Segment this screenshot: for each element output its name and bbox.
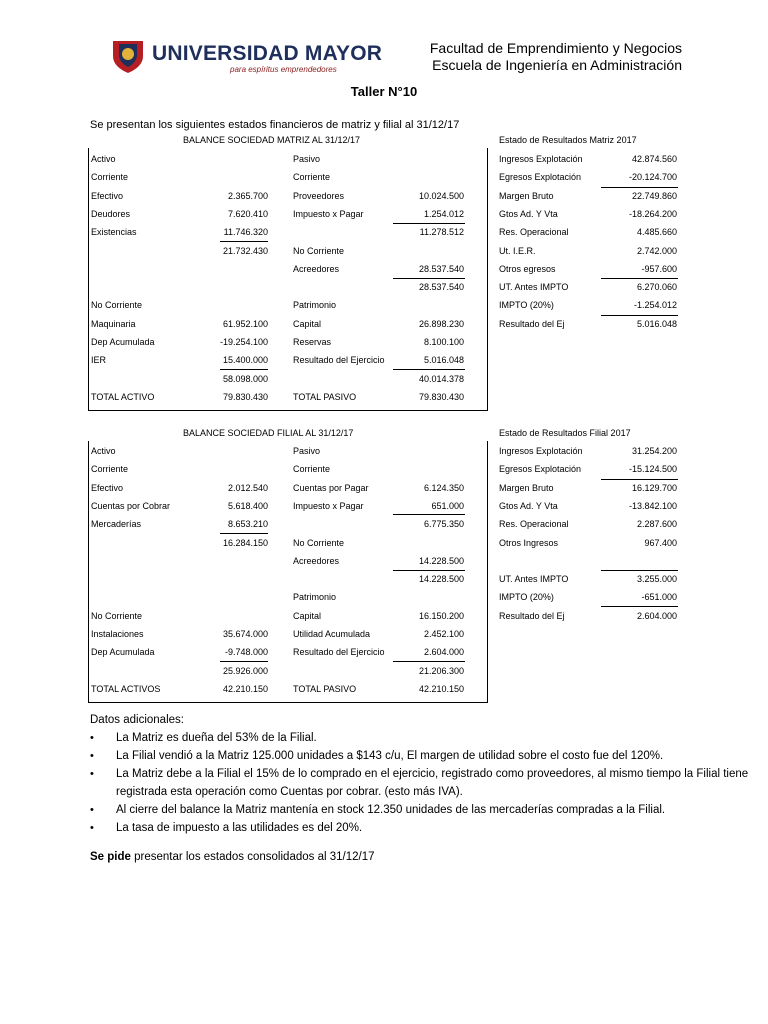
table-cell-value: 28.537.540 xyxy=(418,282,464,293)
table-cell-label: Efectivo xyxy=(91,482,124,493)
table-cell-value: 21.732.430 xyxy=(222,245,268,256)
table-cell-label: Ingresos Explotación xyxy=(499,154,583,164)
table-cell-value: 2.604.000 xyxy=(423,647,464,658)
table-cell-label: Margen Bruto xyxy=(499,482,554,493)
additional-data-list xyxy=(90,729,768,837)
table-cell-label: TOTAL PASIVO xyxy=(293,683,357,694)
matriz-balance-title: BALANCE SOCIEDAD MATRIZ AL 31/12/17 xyxy=(183,135,361,145)
table-cell-label: Efectivo xyxy=(91,190,124,201)
rule-line xyxy=(601,570,678,571)
table-cell-value: 61.952.100 xyxy=(222,318,268,329)
table-cell-value: 2.365.700 xyxy=(227,190,268,201)
intro-text: Se presentan los siguientes estados financieros de matriz y filial al 31/12/17 xyxy=(90,119,460,131)
table-cell-label: TOTAL PASIVO xyxy=(293,391,357,402)
rule-line xyxy=(393,278,465,279)
table-cell-value: -20.124.700 xyxy=(628,172,677,183)
list-item: • La Matriz es dueña del 53% de la Filial. xyxy=(90,729,768,747)
table-cell-value: 5.016.048 xyxy=(423,355,464,366)
rule-line xyxy=(220,241,268,242)
table-cell-label: Patrimonio xyxy=(293,300,337,311)
brand-name: UNIVERSIDAD MAYOR xyxy=(152,42,383,65)
table-cell-value: -651.000 xyxy=(641,592,677,603)
task-statement xyxy=(90,851,374,863)
faculty-name: Facultad de Emprendimiento y Negocios xyxy=(429,40,682,56)
additional-data xyxy=(90,711,768,837)
table-cell-value: 40.014.378 xyxy=(418,373,464,384)
table-cell-label: Dep Acumulada xyxy=(91,647,155,658)
table-cell-value: 16.150.200 xyxy=(418,610,464,621)
table-cell-value: 16.284.150 xyxy=(222,537,268,548)
table-cell-value: 15.400.000 xyxy=(222,355,268,366)
table-cell-label: Instalaciones xyxy=(91,629,144,639)
table-cell-value: 2.012.540 xyxy=(227,482,268,493)
table-cell-value: -957.600 xyxy=(641,263,677,274)
table-cell-value: 967.400 xyxy=(644,537,677,548)
task-text: presentar los estados consolidados al 31/12/17 xyxy=(130,851,375,863)
table-cell-value: 16.129.700 xyxy=(631,482,677,493)
table-cell-value: 79.830.430 xyxy=(222,391,268,402)
table-border xyxy=(487,441,488,702)
table-cell-label: TOTAL ACTIVO xyxy=(91,391,155,402)
table-cell-value: 6.124.350 xyxy=(423,482,464,493)
table-cell-value: -15.124.500 xyxy=(628,464,677,475)
rule-line xyxy=(601,315,678,316)
table-cell-label: Otros egresos xyxy=(499,263,556,274)
list-item: • La Matriz debe a la Filial el 15% de lo comprado en el ejercicio, registrado como proveedores, al mismo tiempo la Filial tiene registrada esta operación como Cuentas por cobrar. (esto más IVA). xyxy=(90,765,768,801)
rule-line xyxy=(88,410,488,411)
table-cell-label: No Corriente xyxy=(293,245,345,256)
table-cell-label: Resultado del Ejercicio xyxy=(293,647,385,658)
table-cell-value: 1.254.012 xyxy=(423,208,464,219)
table-cell-label: Deudores xyxy=(91,208,131,219)
table-cell-label: Maquinaria xyxy=(91,318,136,329)
table-cell-label: Gtos Ad. Y Vta xyxy=(499,500,558,511)
table-cell-label: Impuesto x Pagar xyxy=(293,208,364,219)
table-cell-value: 31.254.200 xyxy=(631,446,677,456)
rule-line xyxy=(393,514,465,515)
table-cell-value: 2.604.000 xyxy=(636,610,677,621)
table-cell-label: Egresos Explotación xyxy=(499,172,582,183)
table-cell-label: Reservas xyxy=(293,337,332,347)
table-cell-label: Activo xyxy=(91,446,116,456)
table-cell-label: Ingresos Explotación xyxy=(499,446,583,456)
table-cell-label: Resultado del Ej xyxy=(499,610,565,621)
rule-line xyxy=(393,223,465,224)
table-cell-label: Impuesto x Pagar xyxy=(293,500,364,511)
table-cell-label: UT. Antes IMPTO xyxy=(499,282,569,293)
rule-line xyxy=(88,702,488,703)
rule-line xyxy=(220,533,268,534)
faculty-heading xyxy=(430,40,682,74)
table-cell-label: IMPTO (20%) xyxy=(499,300,554,311)
rule-line xyxy=(220,369,268,370)
rule-line xyxy=(393,661,465,662)
brand-tagline: para espíritus emprendedores xyxy=(230,65,337,74)
table-cell-value: -9.748.000 xyxy=(224,647,268,658)
table-cell-label: Capital xyxy=(293,318,322,329)
table-cell-label: Resultado del Ej xyxy=(499,318,565,329)
table-cell-value: 5.016.048 xyxy=(636,318,677,329)
table-cell-label: Margen Bruto xyxy=(499,190,554,201)
school-name: Escuela de Ingeniería en Administración xyxy=(432,57,682,73)
table-cell-value: 14.228.500 xyxy=(418,574,464,585)
table-cell-label: Acreedores xyxy=(293,263,340,274)
table-cell-value: 651.000 xyxy=(431,500,464,511)
table-cell-value: 42.874.560 xyxy=(631,154,677,164)
table-cell-value: 42.210.150 xyxy=(222,683,268,694)
table-cell-value: 6.270.060 xyxy=(636,282,677,293)
table-cell-label: Gtos Ad. Y Vta xyxy=(499,208,558,219)
table-cell-value: -1.254.012 xyxy=(633,300,677,311)
table-border xyxy=(487,148,488,410)
table-cell-value: -19.254.100 xyxy=(219,337,268,347)
table-cell-label: IMPTO (20%) xyxy=(499,592,554,603)
table-cell-label: Ut. I.E.R. xyxy=(499,245,536,256)
rule-line xyxy=(220,661,268,662)
table-cell-value: 8.100.100 xyxy=(423,337,464,347)
table-cell-value: -13.842.100 xyxy=(628,500,677,511)
table-cell-value: 22.749.860 xyxy=(631,190,677,201)
table-cell-label: Res. Operacional xyxy=(499,227,569,238)
table-cell-value: 5.618.400 xyxy=(227,500,268,511)
table-cell-label: Res. Operacional xyxy=(499,519,569,530)
table-cell-value: 42.210.150 xyxy=(418,683,464,694)
table-cell-value: 35.674.000 xyxy=(222,629,268,639)
table-cell-label: Utilidad Acumulada xyxy=(293,629,371,639)
task-label: Se pide xyxy=(90,851,131,863)
table-cell-label: Resultado del Ejercicio xyxy=(293,355,385,366)
rule-line xyxy=(601,479,678,480)
table-cell-value: 11.746.320 xyxy=(223,227,268,238)
table-cell-label: Acreedores xyxy=(293,555,340,566)
table-cell-value: 11.278.512 xyxy=(419,227,464,238)
table-cell-value: 8.653.210 xyxy=(227,519,268,530)
table-cell-value: 7.620.410 xyxy=(227,208,268,219)
table-cell-label: Corriente xyxy=(91,464,129,475)
rule-line xyxy=(601,606,678,607)
table-cell-label: Corriente xyxy=(91,172,129,183)
table-cell-label: Cuentas por Cobrar xyxy=(91,500,171,511)
additional-data-title: Datos adicionales: xyxy=(90,714,184,726)
table-cell-value: 58.098.000 xyxy=(222,373,268,384)
table-cell-value: 25.926.000 xyxy=(222,665,268,676)
page-title: Taller N°10 xyxy=(350,84,418,99)
university-logo xyxy=(110,38,383,78)
table-cell-label: Dep Acumulada xyxy=(91,337,155,347)
table-cell-value: 2.452.100 xyxy=(423,629,464,639)
table-cell-label: Pasivo xyxy=(293,154,321,164)
table-cell-value: 6.775.350 xyxy=(423,519,464,530)
table-cell-value: 10.024.500 xyxy=(418,190,464,201)
rule-line xyxy=(393,369,465,370)
table-cell-value: 21.206.300 xyxy=(418,665,464,676)
table-cell-label: No Corriente xyxy=(91,610,143,621)
list-item: • Al cierre del balance la Matriz mantenía en stock 12.350 unidades de las mercaderías compradas a la Filial. xyxy=(90,801,768,819)
table-cell-label: UT. Antes IMPTO xyxy=(499,574,569,585)
filial-results-title: Estado de Resultados Filial 2017 xyxy=(499,428,631,438)
table-cell-label: TOTAL ACTIVOS xyxy=(91,683,161,694)
matriz-results-title: Estado de Resultados Matriz 2017 xyxy=(499,135,637,145)
table-cell-value: 2.287.600 xyxy=(636,519,677,530)
table-cell-label: Patrimonio xyxy=(293,592,337,603)
table-cell-value: 14.228.500 xyxy=(418,555,464,566)
table-cell-label: Otros Ingresos xyxy=(499,537,559,548)
table-cell-label: IER xyxy=(91,355,107,366)
table-cell-label: Egresos Explotación xyxy=(499,464,582,475)
table-cell-value: 26.898.230 xyxy=(418,318,464,329)
list-item: • La tasa de impuesto a las utilidades es del 20%. xyxy=(90,819,768,837)
table-cell-label: Existencias xyxy=(91,227,137,238)
table-cell-value: 2.742.000 xyxy=(636,245,677,256)
rule-line xyxy=(601,187,678,188)
table-cell-label: Cuentas por Pagar xyxy=(293,482,369,493)
rule-line xyxy=(393,570,465,571)
shield-icon xyxy=(110,38,146,74)
table-cell-label: No Corriente xyxy=(91,300,143,311)
table-cell-label: Activo xyxy=(91,154,116,164)
table-cell-label: Capital xyxy=(293,610,322,621)
filial-balance-title: BALANCE SOCIEDAD FILIAL AL 31/12/17 xyxy=(183,428,354,438)
table-cell-label: Mercaderías xyxy=(91,519,142,530)
table-cell-label: Proveedores xyxy=(293,190,345,201)
table-border xyxy=(88,441,89,702)
table-cell-value: 79.830.430 xyxy=(418,391,464,402)
table-cell-value: 28.537.540 xyxy=(418,263,464,274)
table-cell-label: Corriente xyxy=(293,172,331,183)
table-cell-value: -18.264.200 xyxy=(628,208,677,219)
table-border xyxy=(88,148,89,410)
table-cell-label: Pasivo xyxy=(293,446,321,456)
rule-line xyxy=(601,278,678,279)
table-cell-label: No Corriente xyxy=(293,537,345,548)
list-item: • La Filial vendió a la Matriz 125.000 unidades a $143 c/u, El margen de utilidad sobre el costo fue del 120%. xyxy=(90,747,768,765)
table-cell-value: 4.485.660 xyxy=(636,227,677,238)
table-cell-value: 3.255.000 xyxy=(636,574,677,585)
table-cell-label: Corriente xyxy=(293,464,331,475)
